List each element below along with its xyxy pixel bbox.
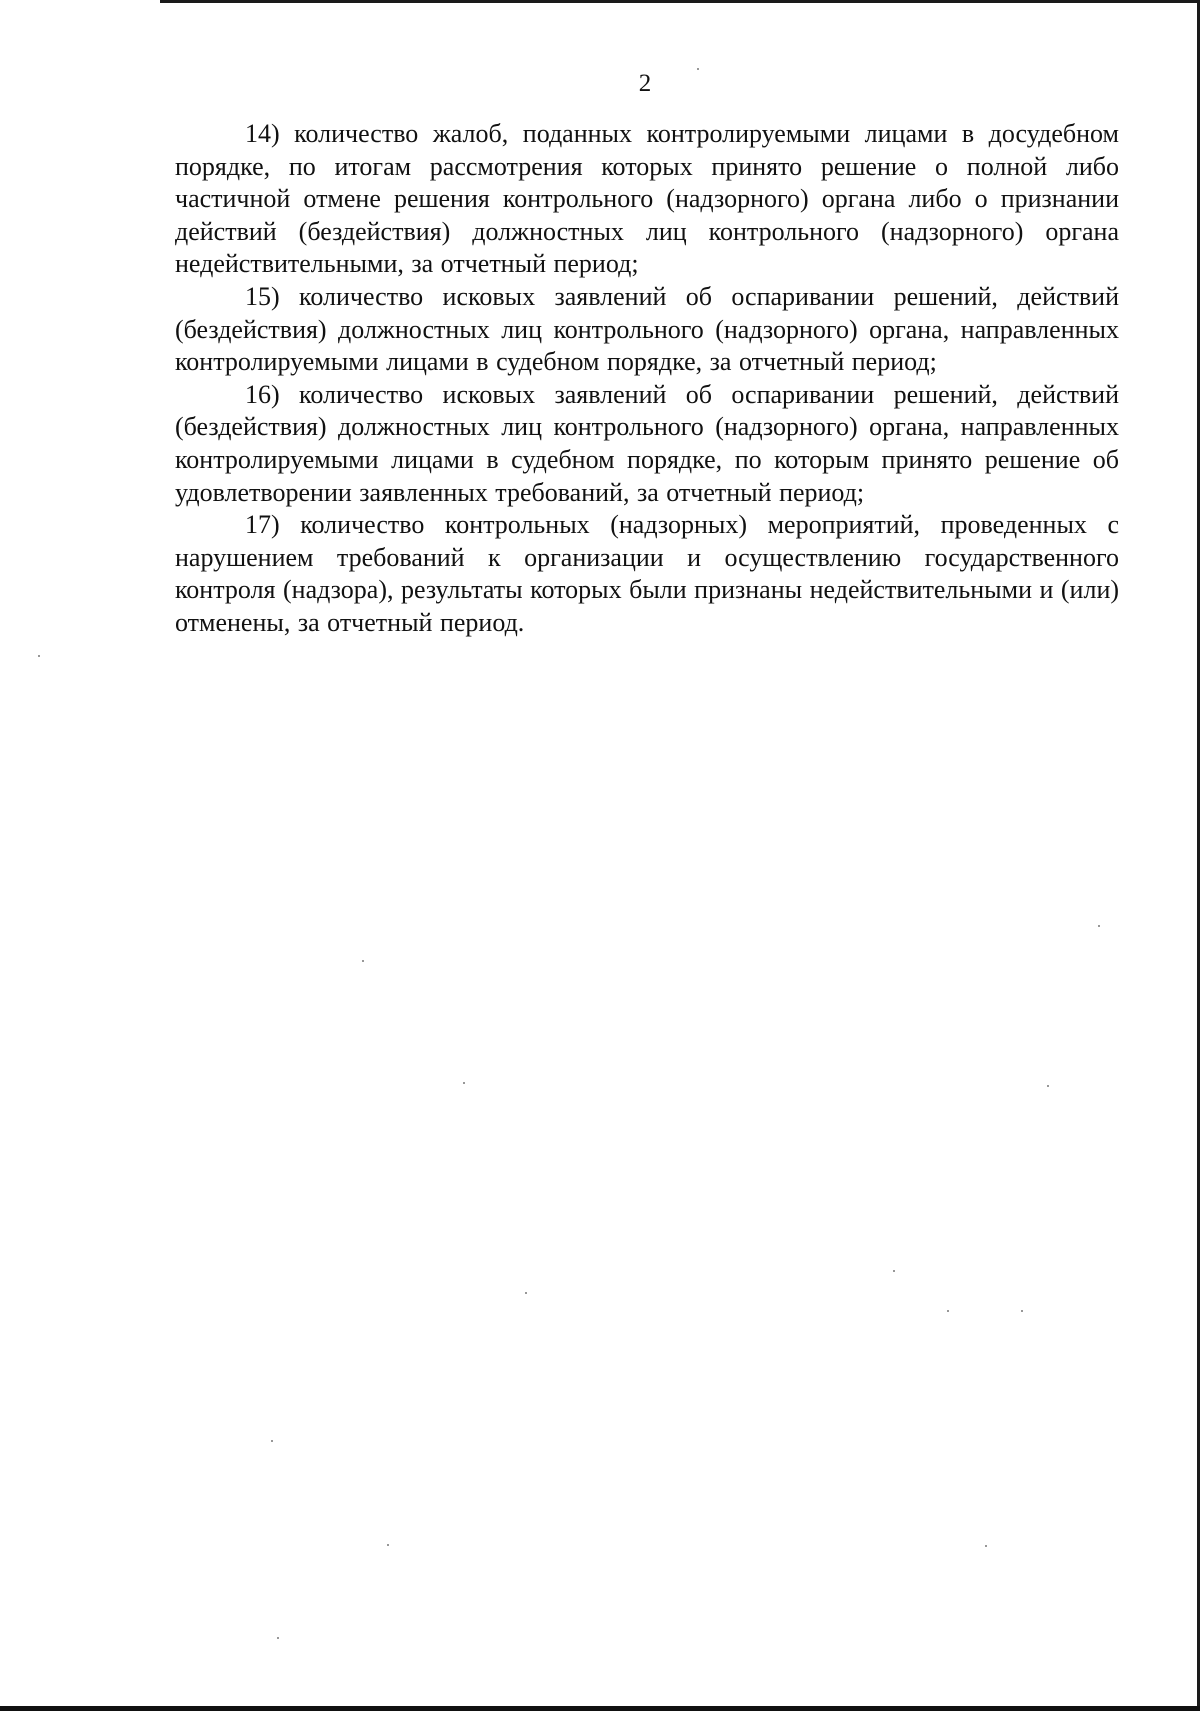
scan-speck — [463, 1082, 465, 1084]
scan-speck — [271, 1440, 273, 1442]
list-item-17: 17) количество контрольных (надзорных) мероприятий, проведенных с нарушением требований к организации и осуществлению государственного контроля (надзора), результаты которых были признаны недействительными и (или) отменены, за отчетный период. — [175, 510, 1120, 637]
list-item-15: 15) количество исковых заявлений об оспаривании решений, действий (бездействия) должностных лиц контрольного (надзорного) органа, направленных контролируемыми лицами в судебном порядке, за отчетный период; — [175, 281, 1119, 377]
scan-speck — [985, 1545, 987, 1547]
document-body — [175, 118, 1119, 640]
scan-speck — [697, 68, 699, 70]
scan-speck — [38, 655, 40, 657]
scan-speck — [362, 960, 364, 962]
list-item-14: 14) количество жалоб, поданных контролируемыми лицами в досудебном порядке, по итогам рассмотрения которых принято решение о полной либо частичной отмене решения контрольного (надзорного) органа либо о признании действий (бездействия) должностных лиц контрольного (надзорного) органа недействительными, за отчетный период; — [175, 119, 1119, 279]
scan-speck — [893, 1270, 895, 1272]
scan-speck — [387, 1544, 389, 1546]
scan-speck — [277, 1637, 279, 1639]
scan-speck — [1021, 1310, 1023, 1312]
scan-edge-bottom — [0, 1706, 1200, 1711]
scan-edge-top — [160, 0, 1200, 3]
scan-speck — [525, 1292, 527, 1294]
scan-speck — [1098, 925, 1100, 927]
scan-speck — [1047, 1085, 1049, 1087]
list-item-16: 16) количество исковых заявлений об оспаривании решений, действий (бездействия) должностных лиц контрольного (надзорного) органа, направленных контролируемыми лицами в судебном порядке, по которым принято решение об удовлетворении заявленных требований, за отчетный период; — [175, 379, 1119, 507]
page-number: 2 — [638, 70, 652, 97]
scan-speck — [947, 1310, 949, 1312]
